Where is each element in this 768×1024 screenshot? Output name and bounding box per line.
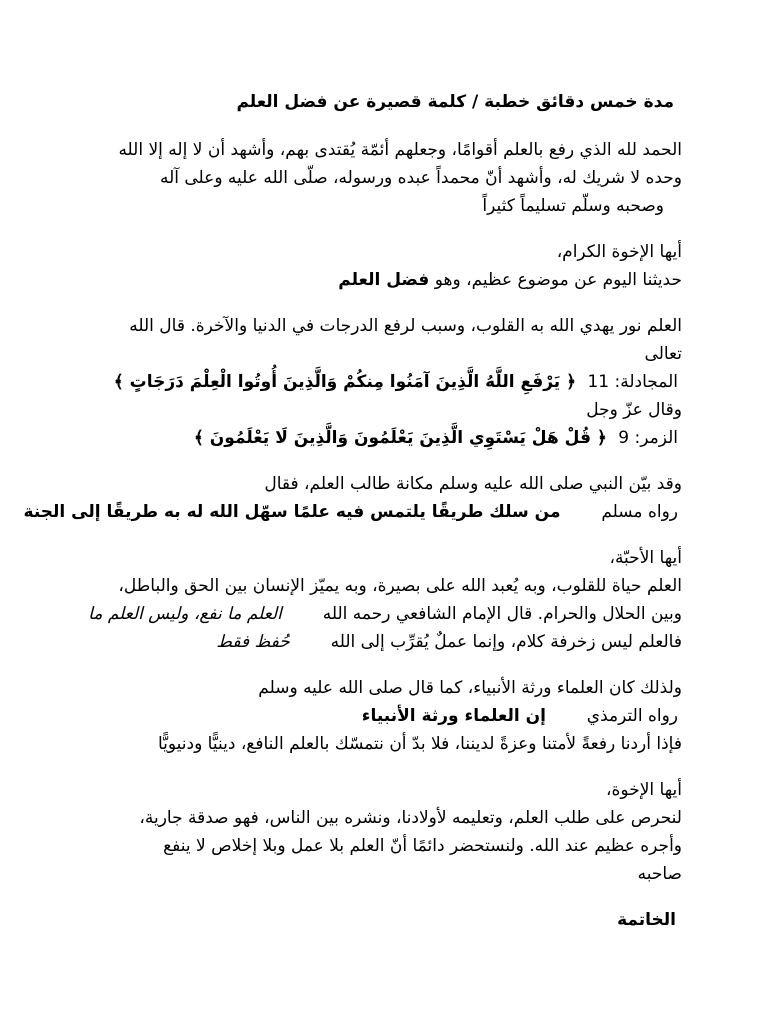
greeting-2-line-3-text: وبين الحلال والحرام. قال الإمام الشافعي رحمه الله (322, 604, 682, 624)
knowledge-line-2: تعالى (644, 344, 682, 364)
shafii-quote-part-1: العلم ما نفع، وليس العلم ما (88, 604, 282, 624)
greeting-1-line-1: أيها الإخوة الكرام، (556, 242, 682, 262)
hadith-1-intro: وقد بيّن النبي صلى الله عليه وسلم مكانة طالب العلم، فقال (264, 474, 682, 494)
topic-label: فضل العلم (338, 270, 430, 290)
hadith-paragraph-1 (23, 470, 682, 526)
greeting-paragraph-2 (88, 544, 682, 656)
greeting-3-line-4: صاحبه (637, 864, 682, 884)
verse-2-reference: الزمر: 9 (618, 428, 678, 448)
knowledge-line-4: وقال عزّ وجل (586, 400, 682, 420)
greeting-2-line-4-text: فالعلم ليس زخرفة كلام، وإنما عملٌ يُقرِّب إلى الله (330, 632, 682, 652)
document-page (23, 88, 682, 934)
greeting-2-line-1: أيها الأحبّة، (609, 548, 682, 568)
hadith-paragraph-2 (100, 674, 682, 758)
verse-2-line (100, 424, 682, 452)
closing-heading: الخاتمة (617, 910, 676, 930)
hadith-2-intro: ولذلك كان العلماء ورثة الأنبياء، كما قال صلى الله عليه وسلم (258, 678, 682, 698)
greeting-paragraph-1 (100, 238, 682, 294)
hadith-2-text: إن العلماء ورثة الأنبياء (361, 706, 546, 726)
greeting-2-line-4 (100, 628, 682, 656)
greeting-3-line-1: أيها الإخوة، (606, 780, 682, 800)
intro-line-3: وصحبه وسلّم تسليماً كثيراً (482, 196, 664, 216)
verse-1-line (100, 368, 682, 396)
greeting-3-line-2: لنحرص على طلب العلم، وتعليمه لأولادنا، ونشره بين الناس، فهو صدقة جارية، (139, 808, 682, 828)
hadith-1-reference: رواه مسلم (601, 502, 678, 522)
intro-line-1: الحمد لله الذي رفع بالعلم أقوامًا، وجعلهم أئمّة يُقتدى بهم، وأشهد أن لا إله إلا الله (118, 140, 682, 160)
hadith-1-text: من سلك طريقًا يلتمس فيه علمًا سهّل الله له به طريقًا إلى الجنة (23, 502, 561, 522)
hadith-2-reference: رواه الترمذي (586, 706, 678, 726)
knowledge-line-1: العلم نور يهدي الله به القلوب، وسبب لرفع الدرجات في الدنيا والآخرة. قال الله (129, 316, 682, 336)
verse-1-reference: المجادلة: 11 (587, 372, 678, 392)
shafii-quote-part-2: حُفظ فقط (216, 632, 290, 652)
greeting-1-line-2 (100, 266, 682, 294)
greeting-2-line-3 (88, 600, 682, 628)
intro-line-2: وحده لا شريك له، وأشهد أنّ محمداً عبده ورسوله، صلّى الله عليه وعلى آله (159, 168, 682, 188)
hadith-2-line-3: فإذا أردنا رفعةً لأمتنا وعزةً لديننا، فلا بدّ أن نتمسّك بالعلم النافع، دينيًّا ودنيويًّا (157, 734, 682, 754)
greeting-1-text: حديثنا اليوم عن موضوع عظيم، وهو (434, 270, 682, 290)
document-title: مدة خمس دقائق خطبة / كلمة قصيرة عن فضل العلم (236, 92, 674, 112)
intro-paragraph (100, 136, 682, 220)
greeting-paragraph-3 (100, 776, 682, 888)
hadith-2-line (100, 702, 682, 730)
verse-2-text: ﴿ قُلْ هَلْ يَسْتَوِي الَّذِينَ يَعْلَمُونَ وَالَّذِينَ لَا يَعْلَمُونَ ﴾ (193, 428, 607, 448)
verse-1-text: ﴿ يَرْفَعِ اللَّهُ الَّذِينَ آمَنُوا مِنكُمْ وَالَّذِينَ أُوتُوا الْعِلْمَ دَرَجَاتٍ ﴾ (113, 372, 577, 392)
knowledge-paragraph (100, 312, 682, 452)
greeting-2-line-2: العلم حياة للقلوب، وبه يُعبد الله على بصيرة، وبه يميّز الإنسان بين الحق والباطل، (118, 576, 682, 596)
greeting-3-line-3: وأجره عظيم عند الله. ولنستحضر دائمًا أنّ العلم بلا عمل وبلا إخلاص لا ينفع (163, 836, 682, 856)
hadith-1-line (23, 498, 682, 526)
